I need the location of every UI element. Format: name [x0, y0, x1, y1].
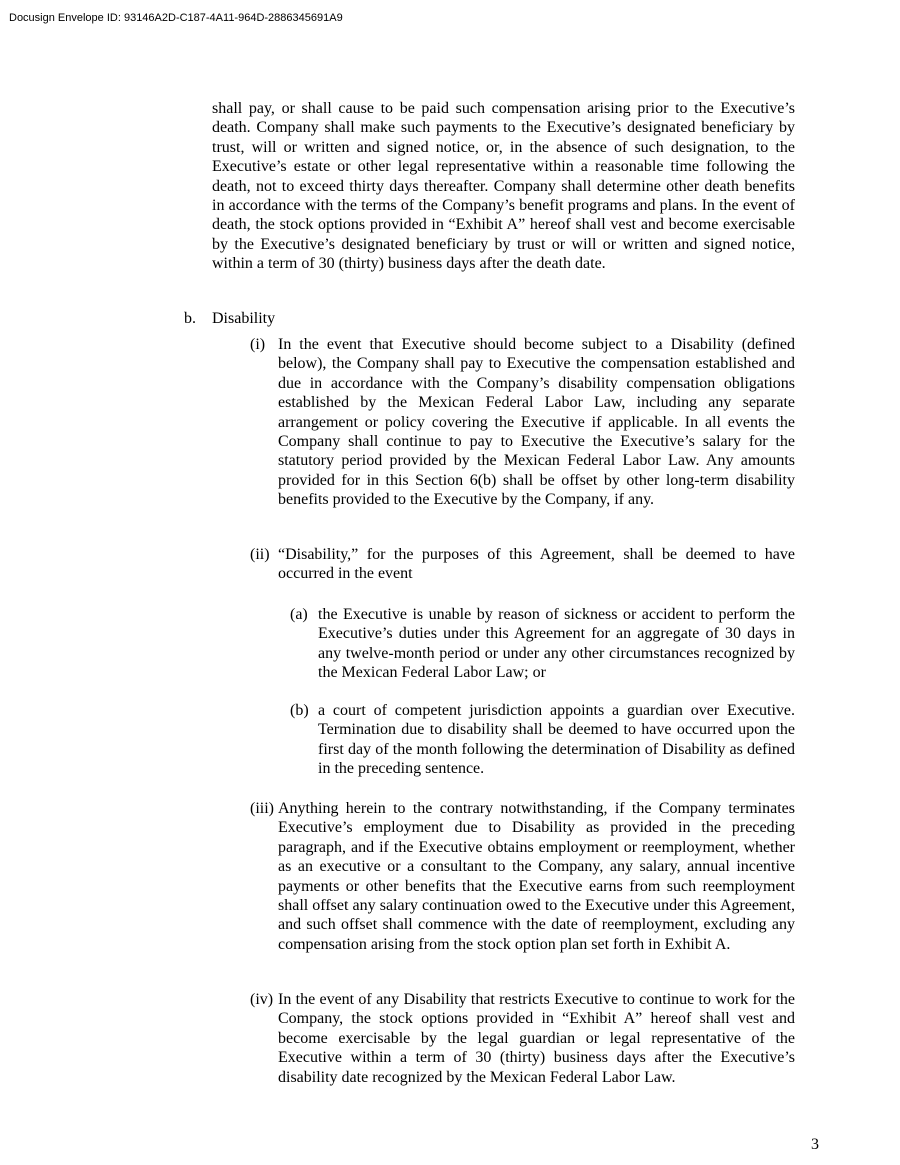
subitem-text: the Executive is unable by reason of sickness or accident to perform the Executive’s duties under this Agreement for an aggregate of 30 days in any twelve-month period or under any other circumstances recognized by the Mexican Federal Labor Law; or: [318, 606, 795, 682]
item-text: Anything herein to the contrary notwithstanding, if the Company terminates Executive’s employment due to Disability as provided in the preceding paragraph, and if the Executive obtains employment or reemployment, whether as an executive or a consultant to the Company, any salary, annual incentive payments or other benefits that the Executive earns from such reemployment shall offset any salary continuation owed to the Executive under this Agreement, and such offset shall commence with the date of reemployment, excluding any compensation arising from the stock option plan set forth in Exhibit A.: [278, 800, 795, 953]
envelope-id-header: Docusign Envelope ID: 93146A2D-C187-4A11-964D-2886345691A9: [9, 12, 343, 24]
disability-item-iv: [250, 990, 795, 1087]
subitem-text: a court of competent jurisdiction appoints a guardian over Executive. Termination due to disability shall be deemed to have occurred upon the first day of the month following the determination of Disability as defined in the preceding sentence.: [318, 702, 795, 778]
disability-subitem-b: [290, 701, 795, 779]
item-marker: (iv): [250, 991, 274, 1008]
item-marker: (i): [250, 336, 266, 353]
disability-item-ii: [250, 545, 795, 584]
subitem-marker: (a): [290, 606, 308, 623]
section-b-marker: b.: [184, 310, 196, 327]
item-text: In the event of any Disability that restricts Executive to continue to work for the Company, the stock options provided in “Exhibit A” hereof shall vest and become exercisable by the legal guardian or legal representative of the Executive within a term of 30 (thirty) business days after the Executive’s disability date recognized by the Mexican Federal Labor Law.: [278, 991, 795, 1086]
death-benefits-paragraph: shall pay, or shall cause to be paid such compensation arising prior to the Executive’s death. Company shall make such payments to the Executive’s designated beneficiary by trust, will or written and signed notice, or, in the absence of such designation, to the Executive’s estate or other legal representative within a reasonable time following the death, not to exceed thirty days thereafter. Company shall determine other death benefits in accordance with the terms of the Company’s benefit programs and plans. In the event of death, the stock options provided in “Exhibit A” hereof shall vest and become exercisable by the Executive’s designated beneficiary by trust or will or written and signed notice, within a term of 30 (thirty) business days after the death date.: [212, 100, 795, 273]
section-b-title: Disability: [212, 310, 276, 327]
page-number: 3: [811, 1136, 819, 1153]
disability-item-iii: [250, 799, 795, 954]
disability-subitem-a: [290, 605, 795, 683]
item-marker: (iii): [250, 800, 274, 817]
subitem-marker: (b): [290, 702, 309, 719]
disability-item-i: [250, 335, 795, 510]
item-text: “Disability,” for the purposes of this Agreement, shall be deemed to have occurred in the event: [278, 546, 795, 583]
item-marker: (ii): [250, 546, 270, 563]
item-text: In the event that Executive should become subject to a Disability (defined below), the Company shall pay to Executive the compensation established and due in accordance with the Company’s disability compensation obligations established by the Mexican Federal Labor Law, including any separate arrangement or policy covering the Executive if applicable. In all events the Company shall continue to pay to Executive the Executive’s salary for the statutory period provided by the Mexican Federal Labor Law. Any amounts provided for in this Section 6(b) shall be offset by other long-term disability benefits provided to the Executive by the Company, if any.: [278, 336, 795, 509]
